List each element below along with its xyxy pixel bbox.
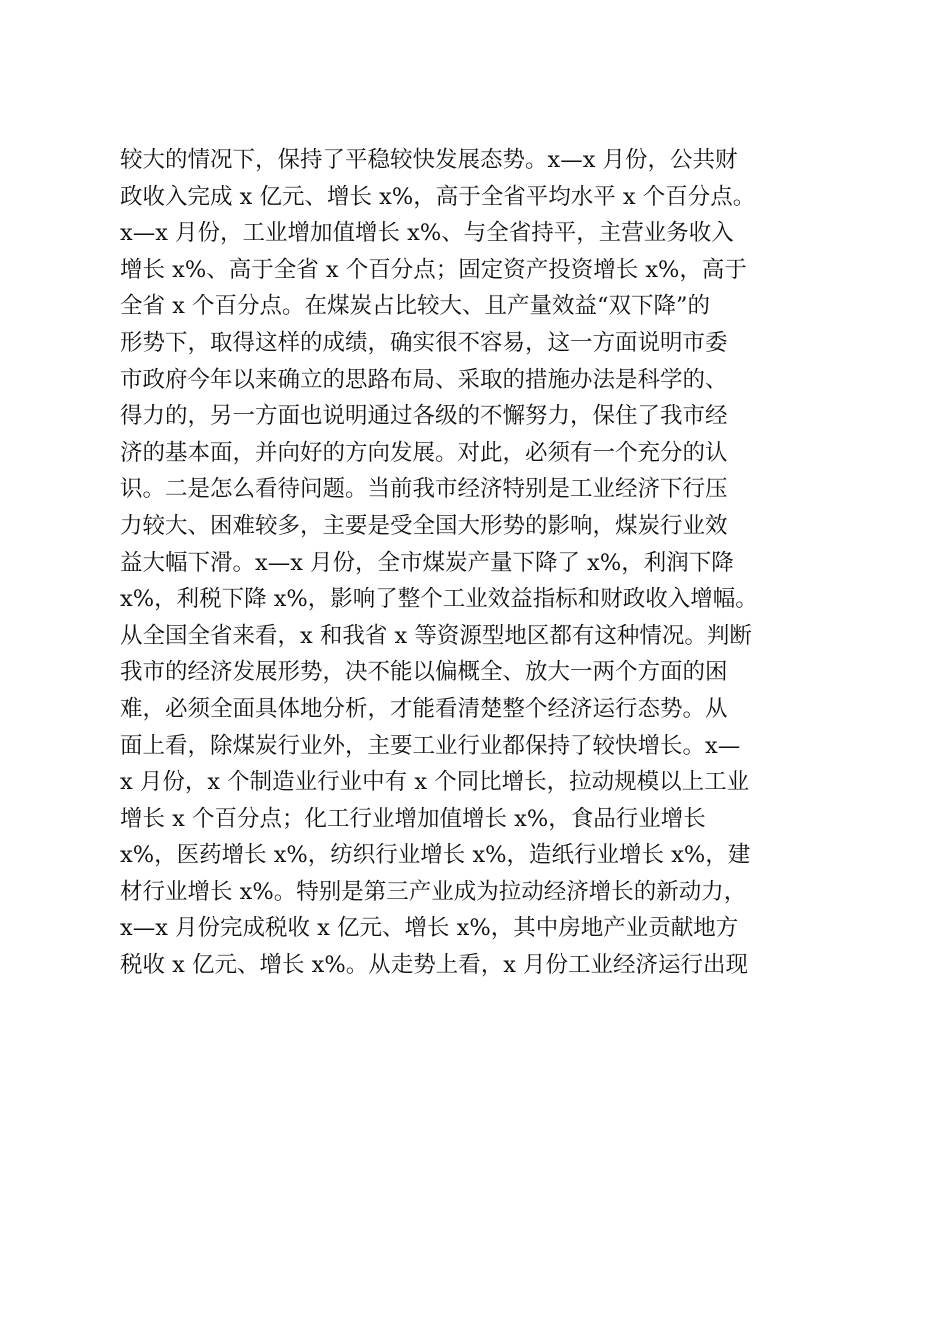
text-line: 我市的经济发展形势，决不能以偏概全、放大一两个方面的困 <box>120 659 728 686</box>
text-line: 识。二是怎么看待问题。当前我市经济特别是工业经济下行压 <box>120 476 728 503</box>
text-line: x—x 月份，工业增加值增长 x%、与全省持平，主营业务收入 <box>120 220 734 247</box>
text-line: 力较大、困难较多，主要是受全国大形势的影响，煤炭行业效 <box>120 512 728 539</box>
text-line: 形势下，取得这样的成绩，确实很不容易，这一方面说明市委 <box>120 329 728 356</box>
text-line: 材行业增长 x%。特别是第三产业成为拉动经济增长的新动力， <box>120 878 747 905</box>
text-line: 从全国全省来看，x 和我省 x 等资源型地区都有这种情况。判断 <box>120 622 752 649</box>
text-line: 较大的情况下，保持了平稳较快发展态势。x—x 月份，公共财 <box>120 147 738 173</box>
text-line: x 月份，x 个制造业行业中有 x 个同比增长，拉动规模以上工业 <box>120 769 750 796</box>
text-line: 面上看，除煤炭行业外，主要工业行业都保持了较快增长。x— <box>120 732 741 759</box>
text-line: 全省 x 个百分点。在煤炭占比较大、且产量效益“双下降”的 <box>120 293 710 320</box>
body-text <box>120 142 840 984</box>
text-line: 增长 x 个百分点；化工行业增加值增长 x%，食品行业增长 <box>120 805 706 832</box>
text-line: 益大幅下滑。x—x 月份，全市煤炭产量下降了 x%，利润下降 <box>120 549 734 576</box>
text-line: 增长 x%、高于全省 x 个百分点；固定资产投资增长 x%，高于 <box>120 256 747 283</box>
text-line: x—x 月份完成税收 x 亿元、增长 x%，其中房地产业贡献地方 <box>120 915 739 942</box>
text-line: 得力的，另一方面也说明通过各级的不懈努力，保住了我市经 <box>120 403 728 430</box>
text-line: x%，医药增长 x%，纺织行业增长 x%，造纸行业增长 x%，建 <box>120 842 751 869</box>
text-line: 济的基本面，并向好的方向发展。对此，必须有一个充分的认 <box>120 439 728 466</box>
text-line: 市政府今年以来确立的思路布局、采取的措施办法是科学的、 <box>120 366 728 393</box>
text-line: 政收入完成 x 亿元、增长 x%，高于全省平均水平 x 个百分点。 <box>120 183 756 210</box>
text-line: 难，必须全面具体地分析，才能看清楚整个经济运行态势。从 <box>120 695 728 722</box>
text-line: x%，利税下降 x%，影响了整个工业效益指标和财政收入增幅。 <box>120 586 758 613</box>
text-line: 税收 x 亿元、增长 x%。从走势上看，x 月份工业经济运行出现 <box>120 952 749 979</box>
